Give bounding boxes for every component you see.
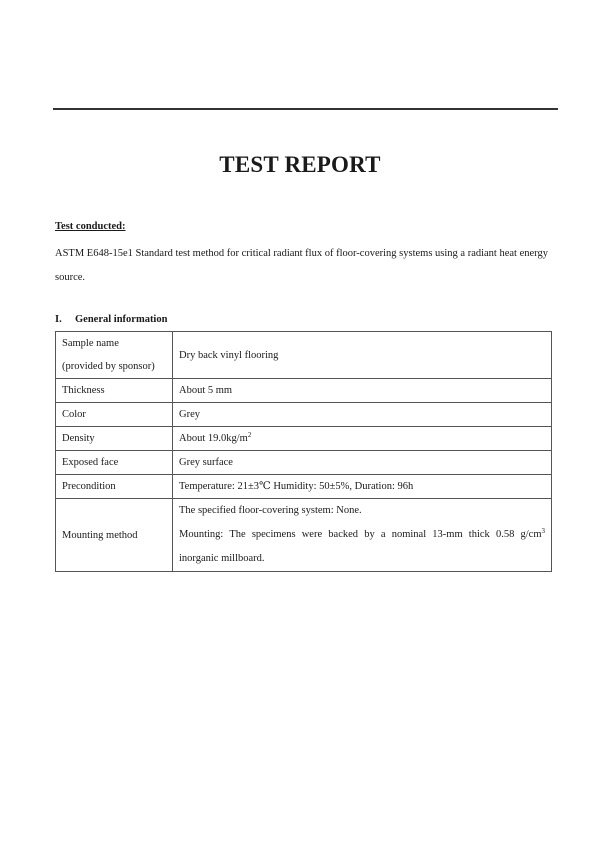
mounting-method-label: Mounting method bbox=[56, 499, 173, 572]
table-row-exposed-face bbox=[56, 451, 552, 475]
section-title: General information bbox=[75, 314, 168, 325]
mounting-unit-superscript: 3 bbox=[541, 527, 545, 535]
precondition-value: Temperature: 21±3℃ Humidity: 50±5%, Duration: 96h bbox=[173, 475, 552, 499]
mounting-method-line3: inorganic millboard. bbox=[179, 553, 265, 564]
table-row-color bbox=[56, 403, 552, 427]
table-row-density bbox=[56, 427, 552, 451]
precondition-label: Precondition bbox=[56, 475, 173, 499]
exposed-face-label: Exposed face bbox=[56, 451, 173, 475]
mounting-method-line2-wrap bbox=[179, 523, 545, 547]
mounting-method-line1: The specified floor-covering system: None. bbox=[179, 505, 362, 516]
sample-name-label-line2: (provided by sponsor) bbox=[62, 361, 155, 372]
table-row-thickness bbox=[56, 379, 552, 403]
test-conducted-text: ASTM E648-15e1 Standard test method for critical radiant flux of floor-covering systems using a radiant heat energy source. bbox=[55, 248, 548, 283]
section-number: I. bbox=[55, 314, 62, 325]
color-value: Grey bbox=[173, 403, 552, 427]
sample-name-label bbox=[56, 332, 173, 379]
test-conducted-heading: Test conducted: bbox=[55, 221, 126, 232]
table-row-precondition bbox=[56, 475, 552, 499]
density-value: About 19.0kg/m bbox=[179, 433, 248, 444]
table-row-sample-name bbox=[56, 332, 552, 379]
header-rule bbox=[53, 108, 558, 110]
density-label: Density bbox=[56, 427, 173, 451]
density-value-cell bbox=[173, 427, 552, 451]
thickness-label: Thickness bbox=[56, 379, 173, 403]
mounting-method-line2: Mounting: The specimens were backed by a nominal 13-mm thick 0.58 g/cm bbox=[179, 529, 542, 540]
density-unit-superscript: 2 bbox=[247, 431, 252, 439]
general-information-heading bbox=[55, 314, 555, 325]
thickness-value: About 5 mm bbox=[173, 379, 552, 403]
table-row-mounting-method bbox=[56, 499, 552, 572]
sample-name-label-line1: Sample name bbox=[62, 338, 119, 349]
report-title: TEST REPORT bbox=[219, 152, 381, 177]
general-information-table bbox=[55, 331, 552, 572]
sample-name-value: Dry back vinyl flooring bbox=[173, 332, 552, 379]
color-label: Color bbox=[56, 403, 173, 427]
exposed-face-value: Grey surface bbox=[173, 451, 552, 475]
mounting-method-value bbox=[173, 499, 552, 572]
